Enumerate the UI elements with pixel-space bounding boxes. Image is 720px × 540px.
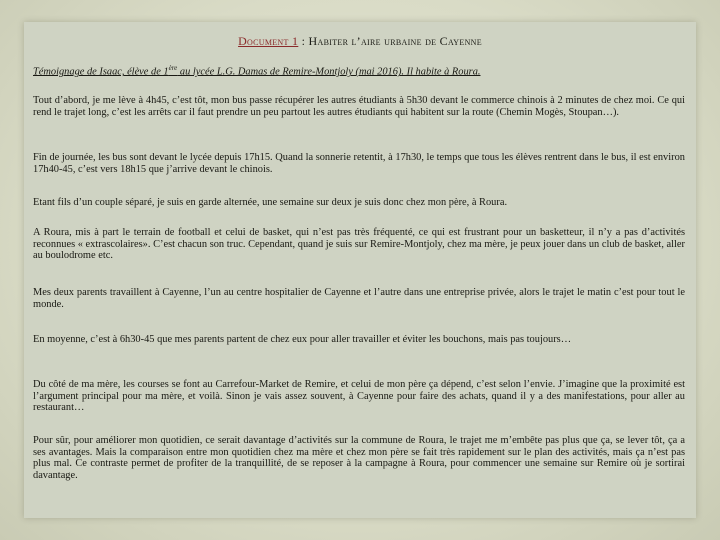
document-title — [24, 34, 696, 49]
document-panel — [24, 22, 696, 518]
testimony-subtitle — [33, 64, 481, 77]
paragraph-2: Fin de journée, les bus sont devant le lycée depuis 17h15. Quand la sonnerie retentit, à 17h30, le temps que tous les élèves rentrent dans le bus, il est environ 17h40-45, c’est vers 18h15 que j’arrive devant le chinois. — [33, 152, 685, 175]
paragraph-4: A Roura, mis à part le terrain de football et celui de basket, qui n’est pas très fréquenté, ce qui est frustrant pour un basketteur, il n’y a pas d’activités reconnues « extrascolaires». C’est chacun son truc. Cependant, quand je suis sur Remire-Montjoly, chez ma mère, je peux jouer dans un club de basket, aller au boulodrome etc. — [33, 227, 685, 262]
document-label: Document 1 — [238, 34, 299, 48]
subtitle-text-after: au lycée L.G. Damas de Remire-Montjoly (mai 2016). Il habite à Roura. — [177, 66, 481, 78]
subtitle-superscript: ère — [168, 64, 178, 72]
paragraph-1: Tout d’abord, je me lève à 4h45, c’est tôt, mon bus passe récupérer les autres étudiants à 5h30 devant le commerce chinois à 2 minutes de chez moi. Ce qui rend le trajet long, c’est les arrêts car il faut prendre un peu partout les autres étudiants qui habitent sur la route (Chemin Mogès, Stoupan…). — [33, 95, 685, 118]
paragraph-3: Etant fils d’un couple séparé, je suis en garde alternée, une semaine sur deux je suis donc chez mon père, à Roura. — [33, 197, 508, 208]
subtitle-text-before: Témoignage de Isaac, élève de 1 — [33, 66, 169, 78]
paragraph-5: Mes deux parents travaillent à Cayenne, l’un au centre hospitalier de Cayenne et l’autre dans une entreprise privée, alors le trajet le matin c’est pour tout le monde. — [33, 287, 685, 310]
document-title-text: : Habiter l’aire urbaine de Cayenne — [298, 34, 482, 48]
paragraph-6: En moyenne, c’est à 6h30-45 que mes parents partent de chez eux pour aller travailler et éviter les bouchons, mais pas toujours… — [33, 334, 572, 345]
paragraph-7: Du côté de ma mère, les courses se font au Carrefour-Market de Remire, et celui de mon père ça dépend, c’est selon l’envie. J’imagine que la proximité est l’argument principal pour ma mère, et voilà. Sinon je vais assez souvent, à Cayenne pour faire des achats, quand il y a des manifestations, pour aller au restaurant… — [33, 379, 685, 414]
paragraph-8: Pour sûr, pour améliorer mon quotidien, ce serait davantage d’activités sur la commune de Roura, le trajet me m’embête pas plus que ça, se lever tôt, ça a ses avantages. Mais la comparaison entre mon quotidien chez ma mère et chez mon père se fait très rapidement sur le plan des activités, mais ça n’est pas plus mal. Ce contraste permet de profiter de la tranquillité, de se reposer à la campagne à Roura, pour commencer une semaine sur Remire où je sortirai davantage. — [33, 435, 685, 481]
